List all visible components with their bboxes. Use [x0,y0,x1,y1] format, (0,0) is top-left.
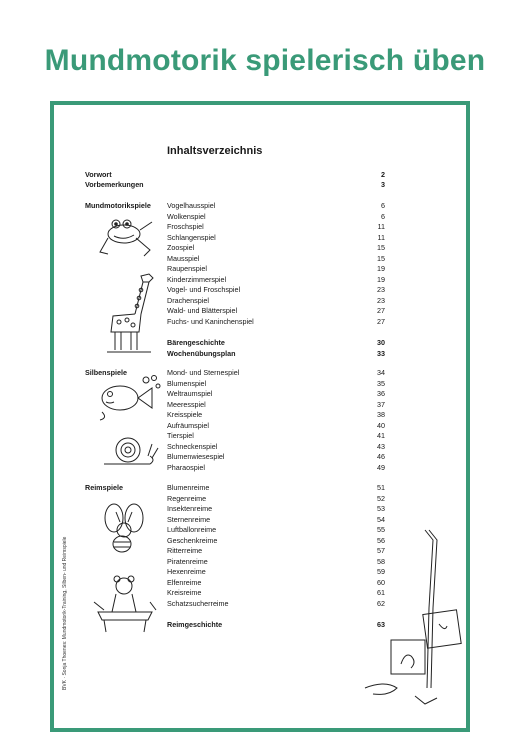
toc-page: 37 [377,399,385,409]
toc-page: 55 [377,525,385,534]
toc-label: Mond- und Sternespiel [167,368,240,377]
toc-label: Raupenspiel [167,264,207,273]
toc-label: Schlangenspiel [167,232,216,242]
toc-page: 3 [381,180,385,189]
toc-label: Vogel- und Froschspiel [167,285,241,294]
toc-label: Luftballonreime [167,525,217,534]
straw-card-illustration [355,528,465,713]
toc-label: Ritterreime [167,546,203,555]
toc-page: 23 [377,285,385,294]
toc-label: Kreisspiele [167,410,203,419]
snail-illustration [100,430,160,470]
toc-page: 11 [377,232,385,242]
frog-illustration [96,216,156,266]
toc-label: Drachenspiel [167,295,209,305]
toc-page: 52 [377,493,385,503]
toc-page: 15 [377,253,385,263]
toc-label: Wolkenspiel [167,211,206,221]
toc-label: Kreisreime [167,588,202,597]
toc-page: 60 [377,577,385,587]
toc-page: 6 [381,201,385,210]
toc-page: 19 [377,264,385,273]
toc-page: 46 [377,452,385,461]
toc-page: 51 [377,483,385,492]
toc-page: 34 [377,368,385,377]
toc-page: 59 [377,567,385,576]
bear-illustration [90,572,160,634]
section-heading-silben: Silbenspiele [85,368,127,377]
toc-label: Pharaospiel [167,462,205,472]
toc-label: Zoospiel [167,243,195,252]
toc-page: 54 [377,514,385,524]
toc-page: 40 [377,420,385,430]
toc-label: Vorbemerkungen [85,180,144,189]
toc-label: Aufräumspiel [167,420,209,430]
toc-page: 35 [377,378,385,388]
section-heading-reim: Reimspiele [85,483,123,492]
side-credit: BVK · Sonja Thoenes: Mundmotorik-Training, Silben- und Reimspiele [62,536,68,690]
toc-page: 27 [377,306,385,315]
toc-label: Meeresspiel [167,399,206,409]
toc-page: 30 [377,338,385,347]
toc-page: 2 [381,170,385,179]
toc-page: 38 [377,410,385,419]
toc-page: 56 [377,535,385,545]
toc-page: 63 [377,620,385,629]
toc-page: 41 [377,431,385,440]
toc-label: Hexenreime [167,567,206,576]
toc-label: Insektenreime [167,504,213,513]
toc-label: Blumenspiel [167,378,207,388]
toc-page: 27 [377,316,385,326]
toc-label: Mausspiel [167,253,200,263]
toc-page: 62 [377,598,385,608]
toc-page: 11 [377,222,385,231]
toc-label: Kinderzimmerspiel [167,274,227,284]
toc-page: 61 [377,588,385,597]
giraffe-illustration [105,270,160,355]
toc-page: 49 [377,462,385,472]
toc-label: Wochenübungsplan [167,349,236,358]
toc-page: 58 [377,556,385,566]
toc-label: Wald- und Blätterspiel [167,306,238,315]
toc-label: Schatzsucherreime [167,598,229,608]
toc-label: Tierspiel [167,431,194,440]
toc-label: Froschspiel [167,222,204,231]
toc-label: Elfenreime [167,577,202,587]
toc-label: Vogelhausspiel [167,201,216,210]
toc-page: 15 [377,243,385,252]
page-title: Mundmotorik spielerisch üben [44,44,486,77]
bee-illustration [96,500,152,555]
toc-page: 53 [377,504,385,513]
toc-label: Regenreime [167,493,207,503]
toc-page: 23 [377,295,385,305]
toc-label: Weltraumspiel [167,389,213,398]
toc-label: Bärengeschichte [167,338,225,347]
toc-label: Reimgeschichte [167,620,223,629]
section-heading-mundmotorik: Mundmotorikspiele [85,201,151,210]
toc-page: 57 [377,546,385,555]
toc-label: Blumenreime [167,483,210,492]
toc-page: 33 [377,349,385,358]
toc-label: Schneckenspiel [167,441,218,451]
toc-label: Piratenreime [167,556,208,566]
toc-page: 36 [377,389,385,398]
toc-page: 43 [377,441,385,451]
toc-label: Vorwort [85,170,112,179]
toc-heading: Inhaltsverzeichnis [167,145,263,157]
toc-label: Sternenreime [167,514,211,524]
toc-label: Geschenkreime [167,535,218,545]
toc-page: 6 [381,211,385,221]
fish-illustration [96,374,162,422]
toc-label: Blumenwiesespiel [167,452,225,461]
toc-page: 19 [377,274,385,284]
toc-label: Fuchs- und Kaninchenspiel [167,316,254,326]
